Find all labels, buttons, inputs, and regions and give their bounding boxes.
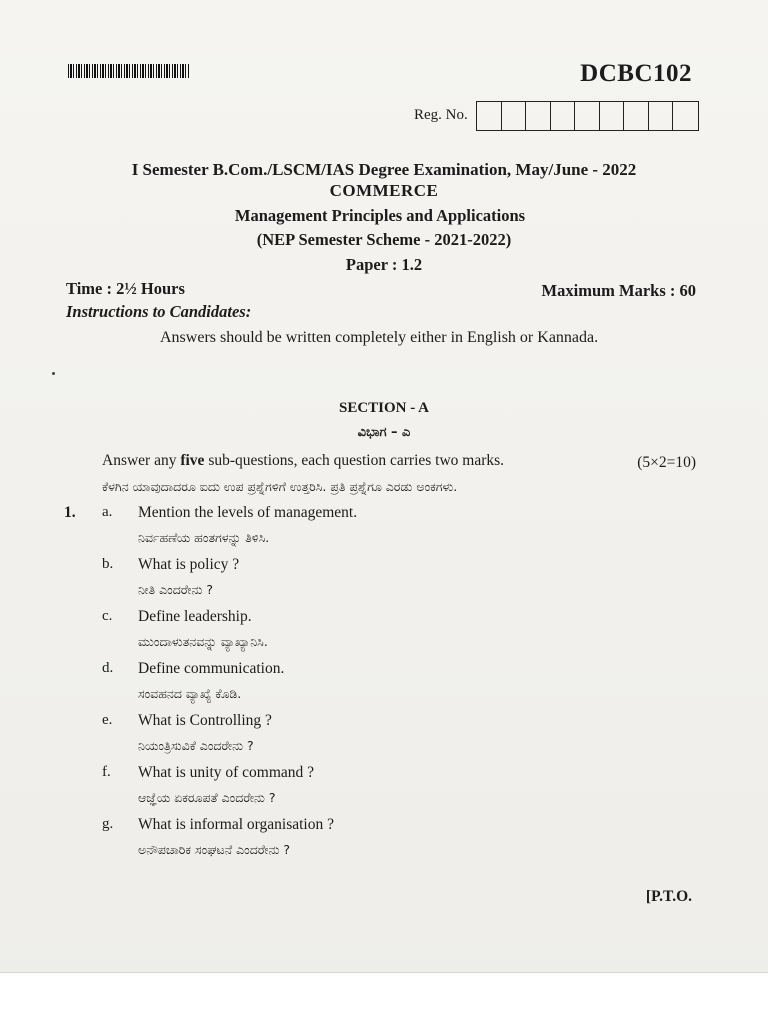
- sub-question-text-kannada: ನೀತಿ ಎಂದರೇನು ?: [138, 582, 214, 597]
- section-directive-kannada: ಕೆಳಗಿನ ಯಾವುದಾದರೂ ಐದು ಉಪ ಪ್ರಶ್ನೆಗಳಿಗೆ ಉತ್ತರಿಸಿ. ಪ್ರತಿ ಪ್ರಶ್ನೆಗೂ ಎರಡು ಅಂಕಗಳು.: [102, 479, 458, 494]
- section-marks: (5×2=10): [637, 454, 696, 471]
- time-allowed: Time : 2½ Hours: [66, 279, 185, 298]
- section-directive: [102, 452, 504, 470]
- sub-question-text: Define leadership.: [138, 608, 252, 625]
- sub-question-text: Mention the levels of management.: [138, 504, 358, 521]
- exam-title: I Semester B.Com./LSCM/IAS Degree Examination, May/June - 2022: [131, 160, 637, 179]
- sub-question-text: What is unity of command ?: [138, 764, 315, 781]
- scheme-line: (NEP Semester Scheme - 2021-2022): [256, 230, 512, 249]
- reg-no-box[interactable]: [575, 102, 600, 130]
- reg-no-box[interactable]: [673, 102, 698, 130]
- barcode: [68, 64, 190, 78]
- directive-bold: five: [180, 452, 205, 469]
- sub-question-letter: g.: [102, 816, 114, 832]
- margin-dot: [52, 372, 55, 375]
- reg-no-label: Reg. No.: [414, 107, 468, 123]
- sub-question-text-kannada: ಮುಂದಾಳುತನವನ್ನು ವ್ಯಾಖ್ಯಾನಿಸಿ.: [138, 634, 268, 649]
- directive-post: sub-questions, each question carries two marks.: [204, 452, 505, 469]
- directive-pre: Answer any: [102, 452, 181, 469]
- paper-code: DCBC102: [580, 60, 692, 87]
- subject-title: COMMERCE: [329, 181, 439, 200]
- sub-question-letter: c.: [102, 608, 113, 624]
- paper-number: Paper : 1.2: [345, 255, 423, 274]
- sub-question-text-kannada: ಸಂವಹನದ ವ್ಯಾಖ್ಯೆ ಕೊಡಿ.: [138, 686, 242, 701]
- section-title: SECTION - A: [338, 400, 430, 416]
- sub-question-letter: e.: [102, 712, 113, 728]
- instructions-heading: Instructions to Candidates:: [66, 302, 252, 321]
- reg-no-box[interactable]: [502, 102, 527, 130]
- sub-question-text: What is Controlling ?: [138, 712, 272, 729]
- sub-question-text-kannada: ಅನೌಪಚಾರಿಕ ಸಂಘಟನೆ ಎಂದರೇನು ?: [138, 842, 291, 857]
- sub-question-letter: f.: [102, 764, 111, 780]
- reg-no-box[interactable]: [551, 102, 576, 130]
- reg-no-box[interactable]: [649, 102, 674, 130]
- page-bottom-edge: [0, 972, 768, 1025]
- maximum-marks: Maximum Marks : 60: [541, 281, 696, 300]
- instructions-text: Answers should be written completely either in English or Kannada.: [160, 329, 599, 346]
- reg-no-box[interactable]: [477, 102, 502, 130]
- question-number: 1.: [64, 504, 76, 521]
- sub-question-text: What is informal organisation ?: [138, 816, 334, 833]
- reg-no-box[interactable]: [600, 102, 625, 130]
- reg-no-box[interactable]: [624, 102, 649, 130]
- sub-question-text-kannada: ನಿರ್ವಹಣೆಯ ಹಂತಗಳನ್ನು ತಿಳಿಸಿ.: [138, 530, 270, 545]
- sub-question-letter: d.: [102, 660, 114, 676]
- paper-name: Management Principles and Applications: [234, 206, 526, 225]
- sub-question-text: Define communication.: [138, 660, 285, 677]
- sub-question-letter: b.: [102, 556, 114, 572]
- reg-no-box[interactable]: [526, 102, 551, 130]
- sub-question-text-kannada: ಆಜ್ಞೆಯ ಏಕರೂಪತೆ ಎಂದರೇನು ?: [138, 790, 276, 805]
- please-turn-over: [P.T.O.: [645, 888, 692, 905]
- sub-question-text: What is policy ?: [138, 556, 240, 573]
- reg-no-boxes[interactable]: [476, 101, 699, 131]
- sub-question-letter: a.: [102, 504, 113, 520]
- sub-question-text-kannada: ನಿಯಂತ್ರಿಸುವಿಕೆ ಎಂದರೇನು ?: [138, 738, 254, 753]
- section-title-kannada: ವಿಭಾಗ – ಎ: [357, 425, 411, 440]
